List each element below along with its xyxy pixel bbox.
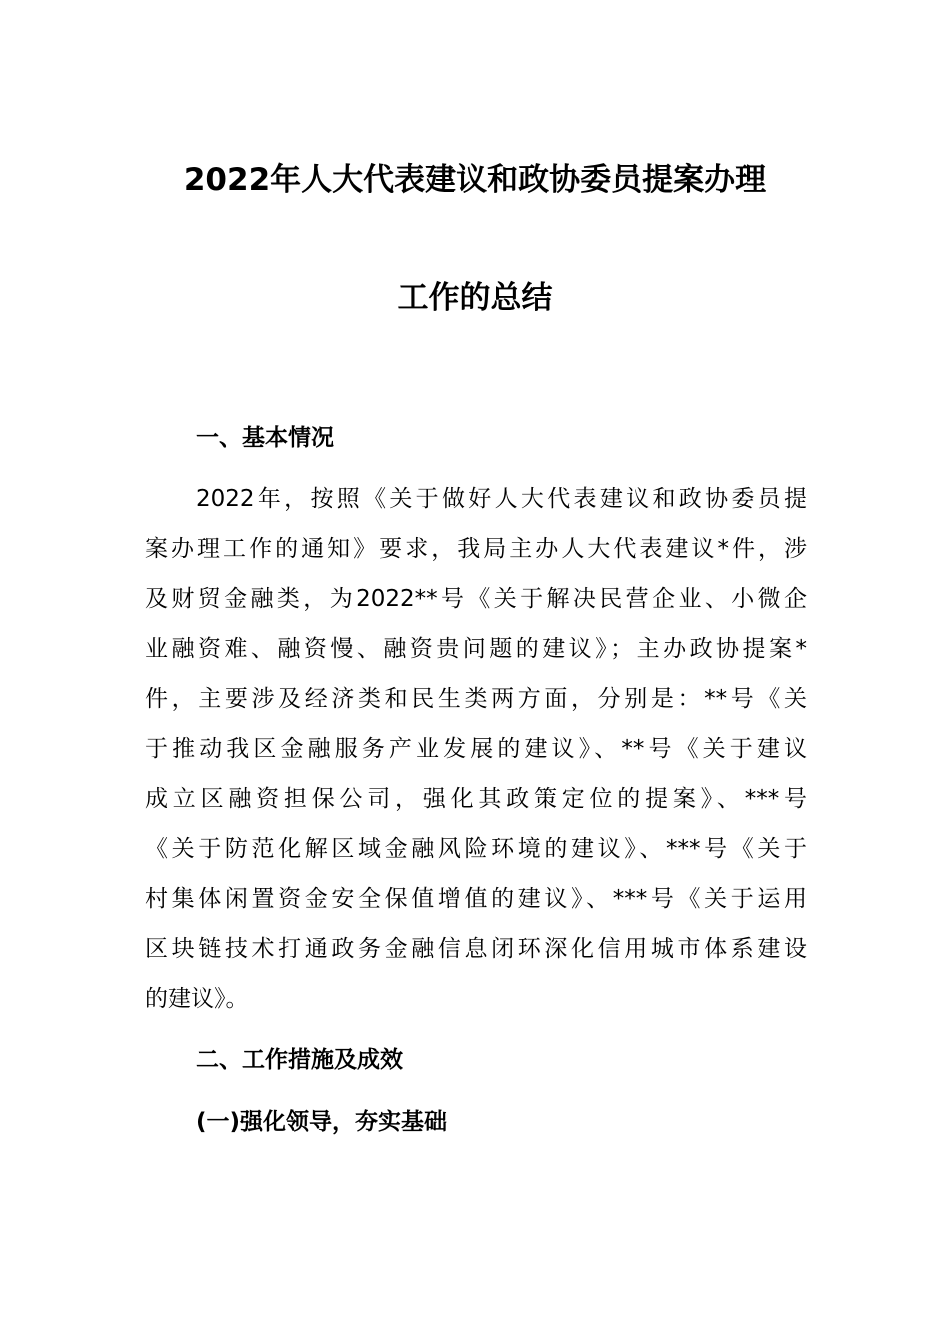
paragraph-line: 的建议》。 [145,986,249,1012]
paragraph-line: 区块链技术打通政务金融信息闭环深化信用城市体系建设 [145,936,807,962]
section-heading-work-measures: 二、工作措施及成效 [196,1047,403,1073]
paragraph-line: 成立区融资担保公司，强化其政策定位的提案》、***号 [145,786,807,812]
paragraph-line: 《关于防范化解区域金融风险环境的建议》、***号《关于 [145,836,807,862]
subsection-heading-strengthen-leadership: (一)强化领导，夯实基础 [196,1109,448,1135]
paragraph-line: 案办理工作的通知》要求，我局主办人大代表建议*件，涉 [145,536,807,562]
paragraph-line: 件，主要涉及经济类和民生类两方面，分别是：**号《关 [145,686,807,712]
paragraph-line: 业融资难、融资慢、融资贵问题的建议》；主办政协提案* [145,636,807,662]
document-title-line-1: 2022年人大代表建议和政协委员提案办理 [183,162,767,198]
paragraph-line: 2022年，按照《关于做好人大代表建议和政协委员提 [196,486,807,512]
paragraph-line: 村集体闲置资金安全保值增值的建议》、***号《关于运用 [145,886,807,912]
section-heading-basic-situation: 一、基本情况 [196,425,334,451]
paragraph-line: 及财贸金融类，为2022**号《关于解决民营企业、小微企 [145,586,807,612]
document-title-line-2: 工作的总结 [397,280,553,316]
paragraph-line: 于推动我区金融服务产业发展的建议》、**号《关于建议 [145,736,807,762]
